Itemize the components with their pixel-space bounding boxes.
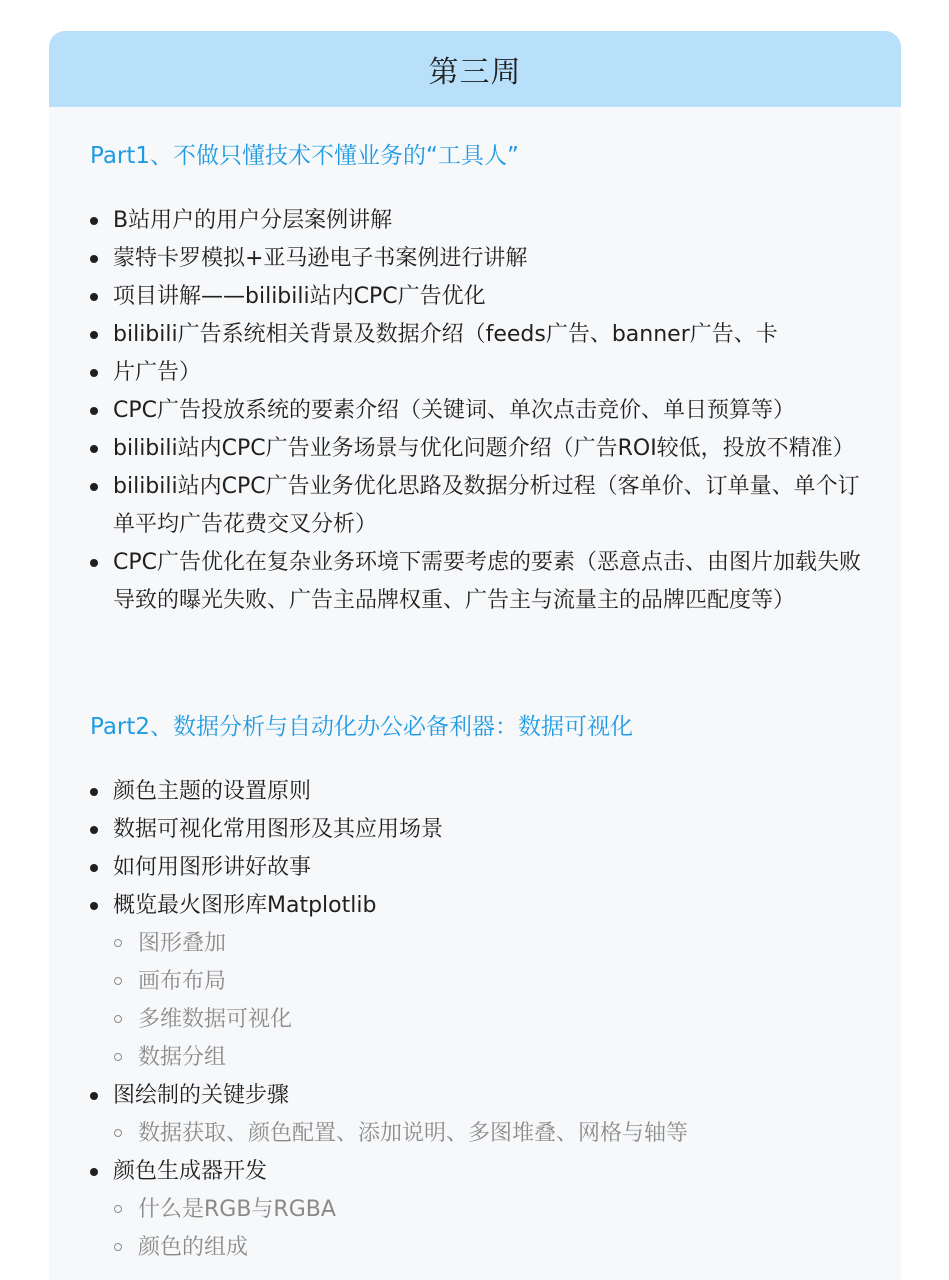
part2-list — [90, 773, 870, 1267]
bullet-icon — [90, 293, 98, 301]
list-item — [90, 1077, 870, 1115]
list-item — [90, 544, 870, 620]
list-item-text: 如何用图形讲好故事 — [113, 855, 312, 880]
sub-list-item — [90, 1191, 870, 1229]
list-item — [90, 240, 870, 278]
circle-bullet-icon — [114, 1053, 122, 1061]
bullet-icon — [90, 902, 98, 910]
bullet-icon — [90, 445, 98, 453]
sub-list-item-text: 图形叠加 — [138, 931, 227, 956]
sub-list-item — [90, 1039, 870, 1077]
bullet-icon — [90, 331, 98, 339]
list-item — [90, 811, 870, 849]
sub-list-item — [90, 963, 870, 1001]
bullet-icon — [90, 559, 98, 567]
bullet-icon — [90, 864, 98, 872]
list-item-text: CPC广告优化在复杂业务环境下需要考虑的要素（恶意点击、由图片加载失败导致的曝光失败、广告主品牌权重、广告主与流量主的品牌匹配度等） — [113, 550, 861, 613]
part1-list — [90, 202, 870, 620]
bullet-icon — [90, 407, 98, 415]
list-item-text: 概览最火图形库Matplotlib — [113, 893, 377, 918]
sub-list-item — [90, 1229, 870, 1267]
part1-heading: Part1、不做只懂技术不懂业务的“工具人” — [90, 143, 519, 169]
bullet-icon — [90, 826, 98, 834]
bullet-icon — [90, 788, 98, 796]
sub-list-item-text: 数据分组 — [138, 1045, 227, 1070]
circle-bullet-icon — [114, 939, 122, 947]
list-item-text: 蒙特卡罗模拟+亚马逊电子书案例进行讲解 — [113, 246, 528, 271]
sub-list-item — [90, 1001, 870, 1039]
bullet-icon — [90, 1092, 98, 1100]
list-item — [90, 354, 870, 392]
list-item — [90, 392, 870, 430]
list-item-text: 颜色生成器开发 — [113, 1159, 268, 1184]
list-item-text: 项目讲解——bilibili站内CPC广告优化 — [113, 284, 486, 309]
circle-bullet-icon — [114, 1129, 122, 1137]
part2-heading: Part2、数据分析与自动化办公必备利器：数据可视化 — [90, 714, 634, 740]
list-item-text: bilibili站内CPC广告业务场景与优化问题介绍（广告ROI较低，投放不精准） — [113, 436, 855, 461]
list-item-text: bilibili广告系统相关背景及数据介绍（feeds广告、banner广告、卡 — [113, 322, 778, 347]
circle-bullet-icon — [114, 1015, 122, 1023]
card-title: 第三周 — [428, 55, 522, 90]
sub-list-item-text: 数据获取、颜色配置、添加说明、多图堆叠、网格与轴等 — [138, 1121, 689, 1146]
list-item — [90, 1153, 870, 1191]
sub-list-item-text: 什么是RGB与RGBA — [138, 1197, 336, 1222]
circle-bullet-icon — [114, 1243, 122, 1251]
sub-list-item-text: 颜色的组成 — [138, 1235, 249, 1260]
bullet-icon — [90, 255, 98, 263]
card-header — [49, 31, 901, 107]
list-item — [90, 887, 870, 925]
sub-list-item-text: 多维数据可视化 — [138, 1007, 293, 1032]
list-item-text: 图绘制的关键步骤 — [113, 1083, 290, 1108]
list-item — [90, 278, 870, 316]
circle-bullet-icon — [114, 1205, 122, 1213]
list-item-text: 数据可视化常用图形及其应用场景 — [113, 817, 444, 842]
list-item-text: 颜色主题的设置原则 — [113, 779, 312, 804]
week-card — [49, 31, 901, 1280]
list-item — [90, 316, 870, 354]
sub-list-item-text: 画布布局 — [138, 969, 227, 994]
list-item — [90, 430, 870, 468]
list-item-text: 片广告） — [113, 360, 202, 385]
bullet-icon — [90, 1168, 98, 1176]
list-item-text: bilibili站内CPC广告业务优化思路及数据分析过程（客单价、订单量、单个订单平均广告花费交叉分析） — [113, 474, 860, 537]
list-item — [90, 468, 870, 544]
circle-bullet-icon — [114, 977, 122, 985]
sub-list-item — [90, 925, 870, 963]
bullet-icon — [90, 483, 98, 491]
list-item-text: CPC广告投放系统的要素介绍（关键词、单次点击竞价、单日预算等） — [113, 398, 795, 423]
list-item — [90, 202, 870, 240]
bullet-icon — [90, 217, 98, 225]
list-item-text: B站用户的用户分层案例讲解 — [113, 208, 393, 233]
list-item — [90, 849, 870, 887]
sub-list-item — [90, 1115, 870, 1153]
bullet-icon — [90, 369, 98, 377]
list-item — [90, 773, 870, 811]
